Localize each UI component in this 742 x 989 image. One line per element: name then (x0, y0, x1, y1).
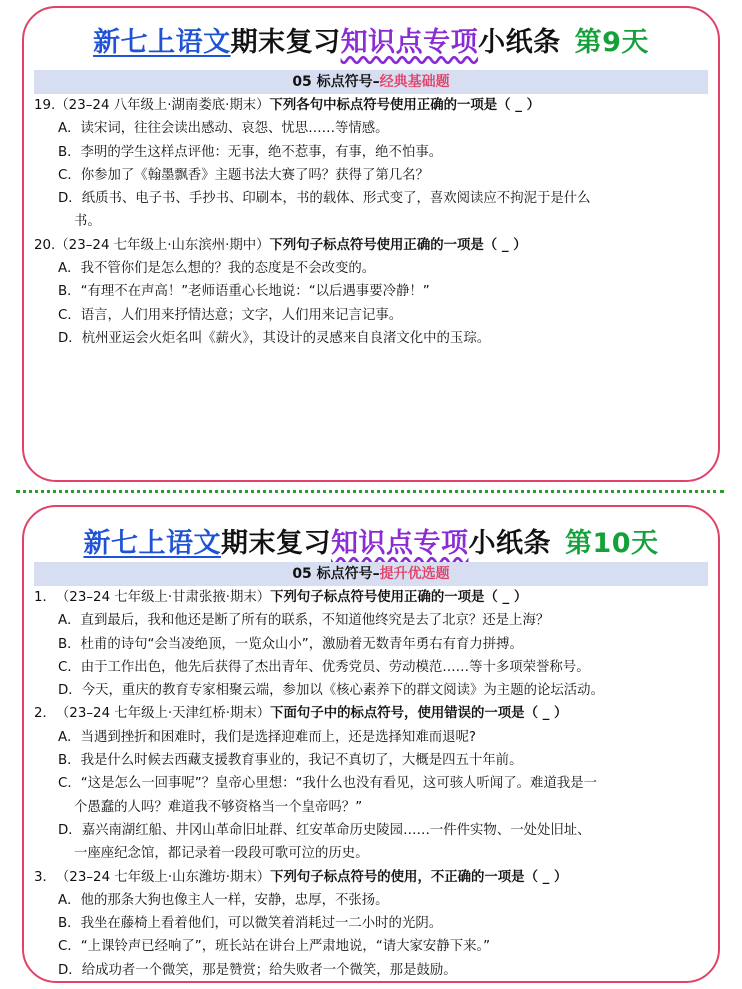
question-source: （23–24 七年级上·甘肃张掖·期末） (55, 590, 271, 605)
question-text: 下列各句中标点符号使用正确的一项是（ _ ） (269, 98, 540, 113)
review-card-day-9 (22, 6, 720, 482)
question-source: （23–24 七年级上·天津红桥·期末） (55, 706, 271, 722)
question-stem (34, 94, 710, 117)
title-part-review: 期末复习 (230, 27, 341, 58)
answer-option: D．给成功者一个微笑，那是赞赏；给失败者一个微笑，那是鼓励。 (58, 962, 457, 978)
question-number: 20. (34, 237, 56, 253)
question-stem (34, 586, 710, 609)
answer-option: A．直到最后，我和他还是断了所有的联系，不知道他终究是去了北京？还是上海？ (58, 613, 550, 629)
answer-option: D．今天，重庆的教育专家相聚云端，参加以《核心素养下的群文阅读》为主题的论坛活动。 (58, 683, 604, 699)
answer-option: D．纸质书、电子书、手抄书、印刷本，书的载体、形式变了，喜欢阅读应不拘泥于是什么 (58, 191, 591, 207)
question-source: （23–24 八年级上·湖南娄底·期末） (55, 98, 270, 113)
answer-option-continued: 个愚蠢的人吗？难道我不够资格当一个皇帝吗？” (74, 799, 363, 815)
answer-option: A．我不管你们是怎么想的？我的态度是不会改变的。 (58, 261, 376, 277)
title-part-review: 期末复习 (220, 528, 331, 559)
answer-option: B．“有理不在声高！”老师语重心长地说：“以后遇事要冷静！” (58, 284, 430, 300)
section-sublabel: 经典基础题 (379, 74, 450, 90)
question-number: 19. (34, 98, 56, 113)
title-part-note: 小纸条 (478, 27, 561, 58)
question-text: 下列句子标点符号的使用，不正确的一项是（ _ ） (270, 869, 568, 885)
question-number: 1． (34, 590, 56, 605)
answer-option: C．你参加了《翰墨飘香》主题书法大赛了吗？获得了第几名？ (58, 167, 429, 183)
title-part-grade: 新七上语文 (93, 27, 231, 58)
question-list (34, 586, 710, 982)
question-stem (34, 702, 710, 725)
answer-option-continued: 一座座纪念馆，都记录着一段段可歌可泣的历史。 (74, 846, 369, 862)
card-title (24, 521, 718, 560)
question-text: 下列句子标点符号使用正确的一项是（ _ ） (269, 237, 527, 253)
answer-option-continued: 书。 (74, 214, 101, 230)
review-card-day-10 (22, 505, 720, 983)
answer-option: D．杭州亚运会火炬名叫《薪火》，其设计的灵感来自良渚文化中的玉琮。 (58, 330, 491, 346)
title-part-day: 第10天 (564, 528, 659, 559)
dotted-divider (16, 490, 724, 493)
question-source: （23–24 七年级上·山东潍坊·期末） (55, 869, 271, 885)
title-part-topic: 知识点专项 (340, 27, 479, 58)
section-sublabel: 提升优选题 (379, 566, 450, 582)
section-header (34, 562, 708, 586)
answer-option: C．“上课铃声已经响了”，班长站在讲台上严肃地说，“请大家安静下来。” (58, 939, 491, 955)
question-source: （23–24 七年级上·山东滨州·期中） (55, 237, 270, 253)
answer-option: B．杜甫的诗句“会当凌绝顶，一览众山小”，激励着无数青年勇右有育力拼搏。 (58, 636, 523, 652)
question-stem (34, 866, 710, 889)
section-label: 05 标点符号– (292, 566, 380, 582)
title-part-topic: 知识点专项 (330, 528, 469, 559)
question-number: 2． (34, 706, 56, 722)
answer-option: A．当遇到挫折和困难时，我们是选择迎难而上，还是选择知难而退呢? (58, 729, 476, 745)
question-stem (34, 234, 710, 257)
title-part-grade: 新七上语文 (83, 528, 221, 559)
section-header (34, 70, 708, 94)
question-list (34, 94, 710, 350)
card-title (24, 20, 718, 59)
answer-option: C．由于工作出色，他先后获得了杰出青年、优秀党员、劳动模范……等十多项荣誉称号。 (58, 659, 590, 675)
question-text: 下面句子中的标点符号，使用错误的一项是（ _ ） (270, 706, 568, 722)
title-part-note: 小纸条 (468, 528, 551, 559)
section-label: 05 标点符号– (292, 74, 380, 90)
answer-option: A．他的那条大狗也像主人一样，安静，忠厚，不张扬。 (58, 892, 389, 908)
question-text: 下列句子标点符号使用正确的一项是（ _ ） (270, 590, 528, 605)
title-part-day: 第9天 (574, 27, 649, 58)
answer-option: B．我是什么时候去西藏支援教育事业的，我记不真切了，大概是四五十年前。 (58, 753, 523, 769)
answer-option: B．李明的学生这样点评他：无事，绝不惹事，有事，绝不怕事。 (58, 144, 443, 160)
answer-option: D．嘉兴南湖红船、井冈山革命旧址群、红安革命历史陵园……一件件实物、一处处旧址、 (58, 822, 591, 838)
question-number: 3． (34, 869, 56, 885)
answer-option: B．我坐在藤椅上看着他们，可以微笑着消耗过一二小时的光阴。 (58, 916, 443, 932)
answer-option: A．读宋词，往往会读出感动、哀怨、忧思……等情感。 (58, 121, 389, 137)
answer-option: C．语言，人们用来抒情达意；文字，人们用来记言记事。 (58, 307, 403, 323)
answer-option: C．“这是怎么一回事呢”？皇帝心里想：“我什么也没有看见，这可骇人听闻了。难道我是一 (58, 776, 598, 792)
